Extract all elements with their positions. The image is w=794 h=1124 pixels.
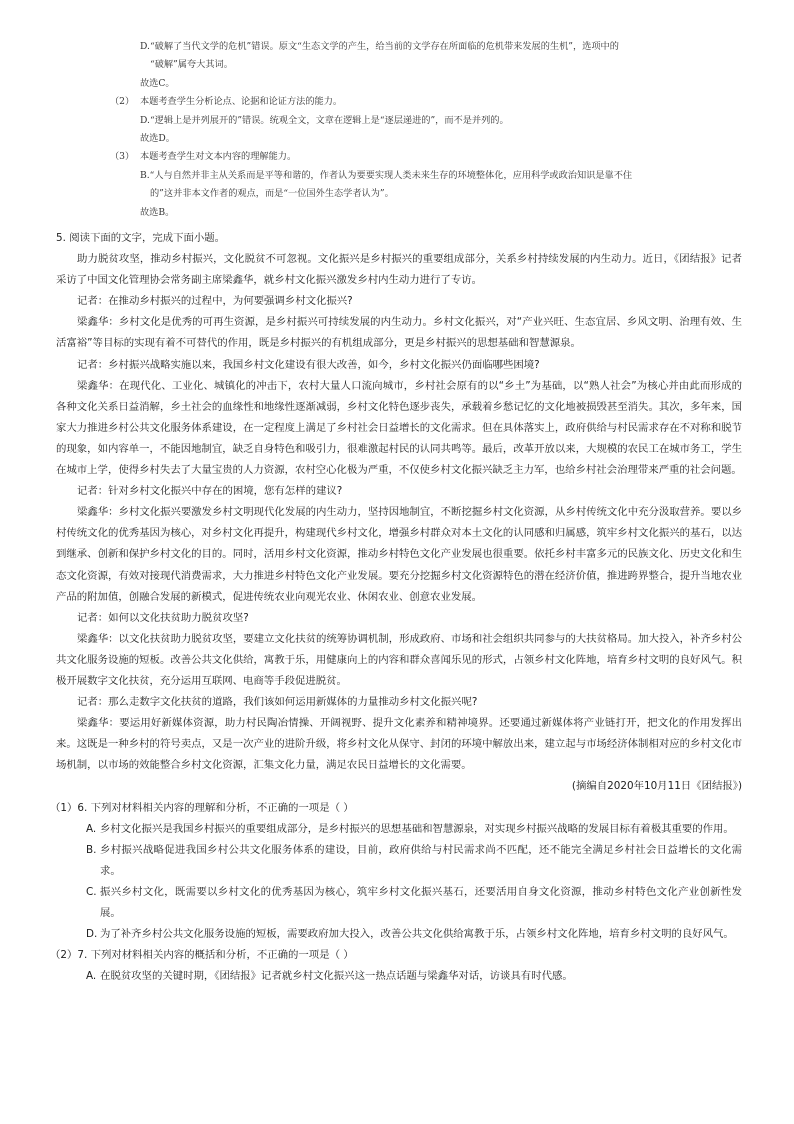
option-text: 振兴乡村文化，既需要以乡村文化的优秀基因为核心，筑牢乡村文化振兴基石，还要活用自身文化资源，推动乡村特色文化产业创新性发展。 — [100, 885, 742, 919]
passage-paragraph: 记者：如何以文化扶贫助力脱贫攻坚? — [77, 611, 249, 624]
option-b[interactable] — [56, 840, 742, 882]
passage-paragraph: 助力脱贫攻坚，推动乡村振兴，文化脱贫不可忽视。文化振兴是乡村振兴的重要组成部分，关系乡村持续发展的内生动力。近日，《团结报》记者采访了中国文化管理协会常务副主席梁鑫华，就乡村文化振兴激发乡村内生动力进行了专访。 — [56, 253, 742, 287]
question-1 — [50, 798, 742, 946]
passage-paragraph: 梁鑫华：在现代化、工业化、城镇化的冲击下，农村大量人口流向城市，乡村社会原有的以“乡土”为基础，以“熟人社会”为核心并由此而形成的各种文化关系日益消解，乡土社会的血缘性和地缘性逐渐减弱，乡村文化特色逐步丧失，承载着乡愁记忆的文化地被损毁甚至消失。其次，多年来，国家大力推进乡村公共文化服务体系建设，在一定程度上满足了乡村社会日益增长的文化需求。但在具体落实上，政府供给与村民需求存在不对称和脱节的现象，如内容单一，不能因地制宜，缺乏自身特色和吸引力，很难激起村民的认同共鸣等。最后，改革开放以来，大规模的农民工在城市务工，学生在城市上学，使得乡村失去了大量宝贵的人力资源，农村空心化极为严重，不仅使乡村文化振兴缺乏主力军，也给乡村社会治理带来严重的社会问题。 — [56, 379, 742, 477]
option-c[interactable] — [56, 882, 742, 924]
passage-paragraph: 记者：乡村振兴战略实施以来，我国乡村文化建设有很大改善，如今，乡村文化振兴仍面临哪些困境? — [77, 358, 540, 371]
answer-q2-num: （2） — [110, 96, 135, 108]
option-text: 为了补齐乡村公共文化服务设施的短板，需要政府加大投入，改善公共文化供给寓教于乐，占领乡村文化阵地，培育乡村文明的良好风气。 — [100, 928, 734, 941]
passage-paragraph: 梁鑫华：以文化扶贫助力脱贫攻坚，要建立文化扶贫的统筹协调机制，形成政府、市场和社会组织共同参与的大扶贫格局。加大投入，补齐乡村公共文化服务设施的短板。改善公共文化供给，寓教于乐，用健康向上的内容和群众喜闻乐见的形式，占领乡村文化阵地，培育乡村文明的良好风气。积极开展数字文化扶贫，充分运用互联网、电商等手段促进脱贫。 — [56, 632, 742, 687]
option-a[interactable] — [56, 966, 742, 987]
option-label: A. — [86, 970, 97, 983]
option-d[interactable] — [56, 924, 742, 945]
answer-q3-num: （3） — [110, 151, 135, 163]
option-a[interactable] — [56, 819, 742, 840]
answer-q3-desc-text: 本题考查学生对文本内容的理解能力。 — [140, 151, 297, 163]
passage-paragraph: 记者：在推动乡村振兴的过程中，为何要强调乡村文化振兴? — [77, 295, 353, 308]
answer-q2-d: D.“逻辑上是并列展开的”错误。统观全文，文章在逻辑上是“逐层递进的”，而不是并列的。 — [140, 114, 509, 126]
answer-q3-desc — [110, 148, 750, 166]
answer-q2-desc — [110, 93, 750, 111]
option-text: 在脱贫攻坚的关键时期，《团结报》记者就乡村文化振兴这一热点话题与梁鑫华对话，访谈具有时代感。 — [100, 970, 573, 983]
option-label: C. — [86, 885, 97, 898]
answer-choice-1: 故选C。 — [140, 77, 175, 89]
question-2 — [50, 945, 742, 987]
passage-source: (摘编自2020年10月11日《团结报》) — [571, 780, 742, 793]
answer-q3-b-line2: 的”这并非本文作者的观点，而是“一位国外生态学者认为”。 — [150, 188, 394, 200]
answer-d-line2: “破解”属夸大其词。 — [150, 59, 233, 71]
passage-paragraph: 梁鑫华：要运用好新媒体资源，助力村民陶冶情操、开阔视野、提升文化素养和精神境界。还要通过新媒体将产业链打开，把文化的作用发挥出来。这既是一种乡村的符号卖点，又是一次产业的进阶升级，将乡村文化从保守、封闭的环境中解放出来，建立起与市场经济体制相对应的乡村文化市场机制，以市场的效能整合乡村文化资源，汇集文化力量，满足农民日益增长的文化需要。 — [56, 717, 742, 772]
answer-d-line1: D.“破解了当代文学的危机”错误。原文“生态文学的产生，给当前的文学存在所面临的危机带来发展的生机”，选项中的 — [140, 41, 619, 52]
option-text: 乡村振兴战略促进我国乡村公共文化服务体系的建设，目前，政府供给与村民需求尚不匹配，还不能完全满足乡村社会日益增长的文化需求。 — [100, 843, 742, 877]
answer-choice-3: 故选B。 — [140, 206, 175, 218]
answer-choice-2: 故选D。 — [140, 133, 175, 145]
reading-passage — [50, 228, 742, 987]
passage-paragraph: 记者：针对乡村文化振兴中存在的困境，您有怎样的建议? — [77, 485, 343, 498]
passage-paragraph: 梁鑫华：乡村文化振兴要激发乡村文明现代化发展的内生动力，坚持因地制宜，不断挖掘乡村文化资源，从乡村传统文化中充分汲取营养。要以乡村传统文化的优秀基因为核心，对乡村文化再提升，构建现代乡村文化，增强乡村群众对本土文化的认同感和归属感，筑牢乡村文化振兴的基石，以达到继承、创新和保护乡村文化的目的。同时，活用乡村文化资源，推动乡村特色文化产业发展也很重要。依托乡村丰富多元的民族文化、历史文化和生态文化资源，有效对接现代消费需求，大力推进乡村特色文化产业发展。要充分挖掘乡村文化资源特色的潜在经济价值，推进跨界整合，提升当地农业产品的附加值，创融合发展的新模式，促进传统农业向观光农业、休闲农业、创意农业发展。 — [56, 506, 742, 603]
question-title: 5. 阅读下面的文字，完成下面小题。 — [56, 232, 226, 244]
option-label: B. — [86, 843, 97, 856]
passage-paragraph: 记者：那么走数字文化扶贫的道路，我们该如何运用新媒体的力量推动乡村文化振兴呢? — [77, 696, 478, 709]
option-label: D. — [86, 928, 98, 941]
option-label: A. — [86, 822, 97, 835]
question-stem: （1）6. 下列对材料相关内容的理解和分析，不正确的一项是（ ） — [50, 801, 354, 814]
answer-explanations — [110, 38, 750, 222]
question-stem: （2）7. 下列对材料相关内容的概括和分析，不正确的一项是（ ） — [50, 949, 354, 962]
option-text: 乡村文化振兴是我国乡村振兴的重要组成部分，是乡村振兴的思想基础和智慧源泉，对实现乡村振兴战略的发展目标有着极其重要的作用。 — [100, 822, 734, 835]
answer-q2-desc-text: 本题考查学生分析论点、论据和论证方法的能力。 — [140, 96, 343, 108]
answer-q3-b-line1: B.“人与自然并非主从关系而是平等和谐的，作者认为要要实现人类未来生存的环境整体化，应用科学或政治知识是靠不住 — [140, 169, 633, 181]
passage-paragraph: 梁鑫华：乡村文化是优秀的可再生资源，是乡村振兴可持续发展的内生动力。乡村文化振兴，对“产业兴旺、生态宜居、乡风文明、治理有效、生活富裕”等目标的实现有着不可替代的作用，既是乡村振兴的有机组成部分，更是乡村振兴的思想基础和智慧源泉。 — [56, 316, 742, 350]
